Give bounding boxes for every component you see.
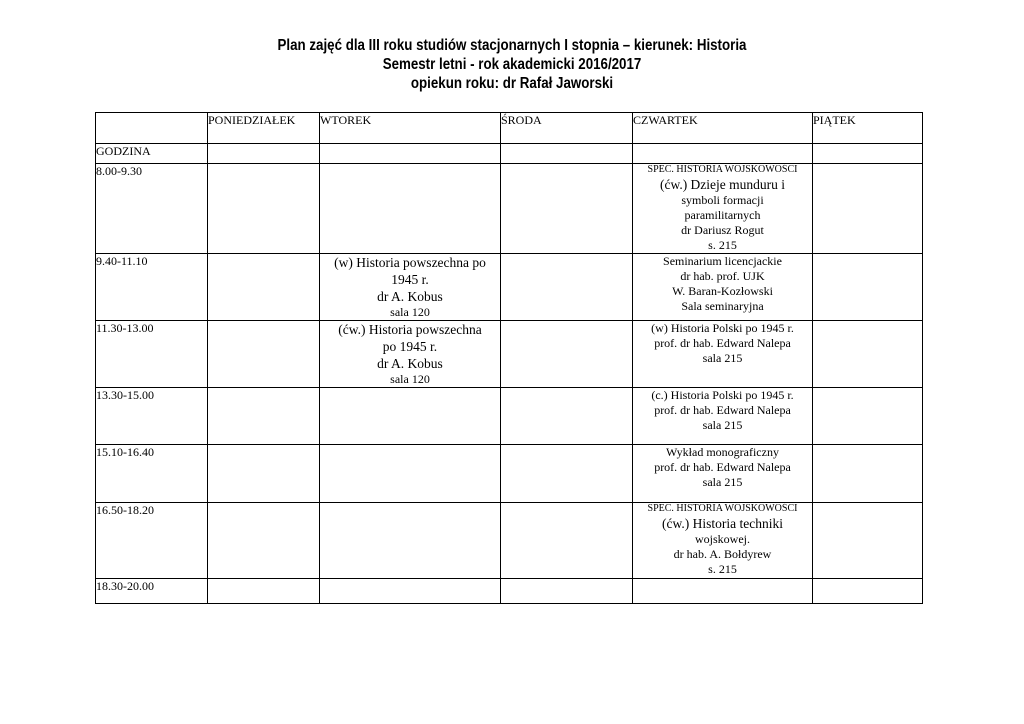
table-row xyxy=(96,164,923,254)
day-header-wednesday: ŚRODA xyxy=(501,113,633,144)
slot-time: 8.00-9.30 xyxy=(96,164,208,254)
hour-header: GODZINA xyxy=(96,144,208,164)
day-header-monday: PONIEDZIAŁEK xyxy=(208,113,320,144)
class-entry: SPEC. HISTORIA WOJSKOWOŚCI (ćw.) Historia techniki wojskowej. dr hab. A. Bołdyrew s. 215 xyxy=(633,503,813,579)
day-header-friday: PIĄTEK xyxy=(813,113,923,144)
class-entry: Wykład monograficzny prof. dr hab. Edward Nalepa sala 215 xyxy=(633,445,813,503)
slot-time: 9.40-11.10 xyxy=(96,254,208,321)
corner-cell xyxy=(96,113,208,144)
day-header-thursday: CZWARTEK xyxy=(633,113,813,144)
slot-time: 15.10-16.40 xyxy=(96,445,208,503)
specialization-label: SPEC. HISTORIA WOJSKOWOŚCI xyxy=(647,164,798,175)
slot-time: 11.30-13.00 xyxy=(96,321,208,388)
class-entry: SPEC. HISTORIA WOJSKOWOŚCI (ćw.) Dzieje munduru i symboli formacji paramilitarnych dr Dariusz Rogut s. 215 xyxy=(633,164,813,254)
schedule-title: Plan zajęć dla III roku studiów stacjonarnych I stopnia – kierunek: Historia xyxy=(277,37,747,54)
semester-title: Semestr letni - rok akademicki 2016/2017 xyxy=(382,56,642,73)
class-entry: (c.) Historia Polski po 1945 r. prof. dr hab. Edward Nalepa sala 215 xyxy=(633,388,813,445)
slot-time: 13.30-15.00 xyxy=(96,388,208,445)
table-row xyxy=(96,388,923,445)
table-row xyxy=(96,503,923,579)
table-row xyxy=(96,579,923,604)
slot-time: 18.30-20.00 xyxy=(96,579,208,604)
slot-time: 16.50-18.20 xyxy=(96,503,208,579)
table-row xyxy=(96,254,923,321)
table-row xyxy=(96,321,923,388)
table-row xyxy=(96,445,923,503)
days-header-row xyxy=(96,113,923,144)
day-header-tuesday: WTOREK xyxy=(320,113,501,144)
class-entry: (w) Historia Polski po 1945 r. prof. dr hab. Edward Nalepa sala 215 xyxy=(633,321,813,388)
specialization-label: SPEC. HISTORIA WOJSKOWOŚCI xyxy=(647,503,798,514)
class-entry: (w) Historia powszechna po 1945 r. dr A. Kobus sala 120 xyxy=(320,254,501,321)
class-entry: (ćw.) Historia powszechna po 1945 r. dr A. Kobus sala 120 xyxy=(320,321,501,388)
year-supervisor: opiekun roku: dr Rafał Jaworski xyxy=(410,75,614,92)
class-entry: Seminarium licencjackie dr hab. prof. UJK W. Baran-Kozłowski Sala seminaryjna xyxy=(633,254,813,321)
timetable xyxy=(95,112,923,604)
hour-header-row xyxy=(96,144,923,164)
